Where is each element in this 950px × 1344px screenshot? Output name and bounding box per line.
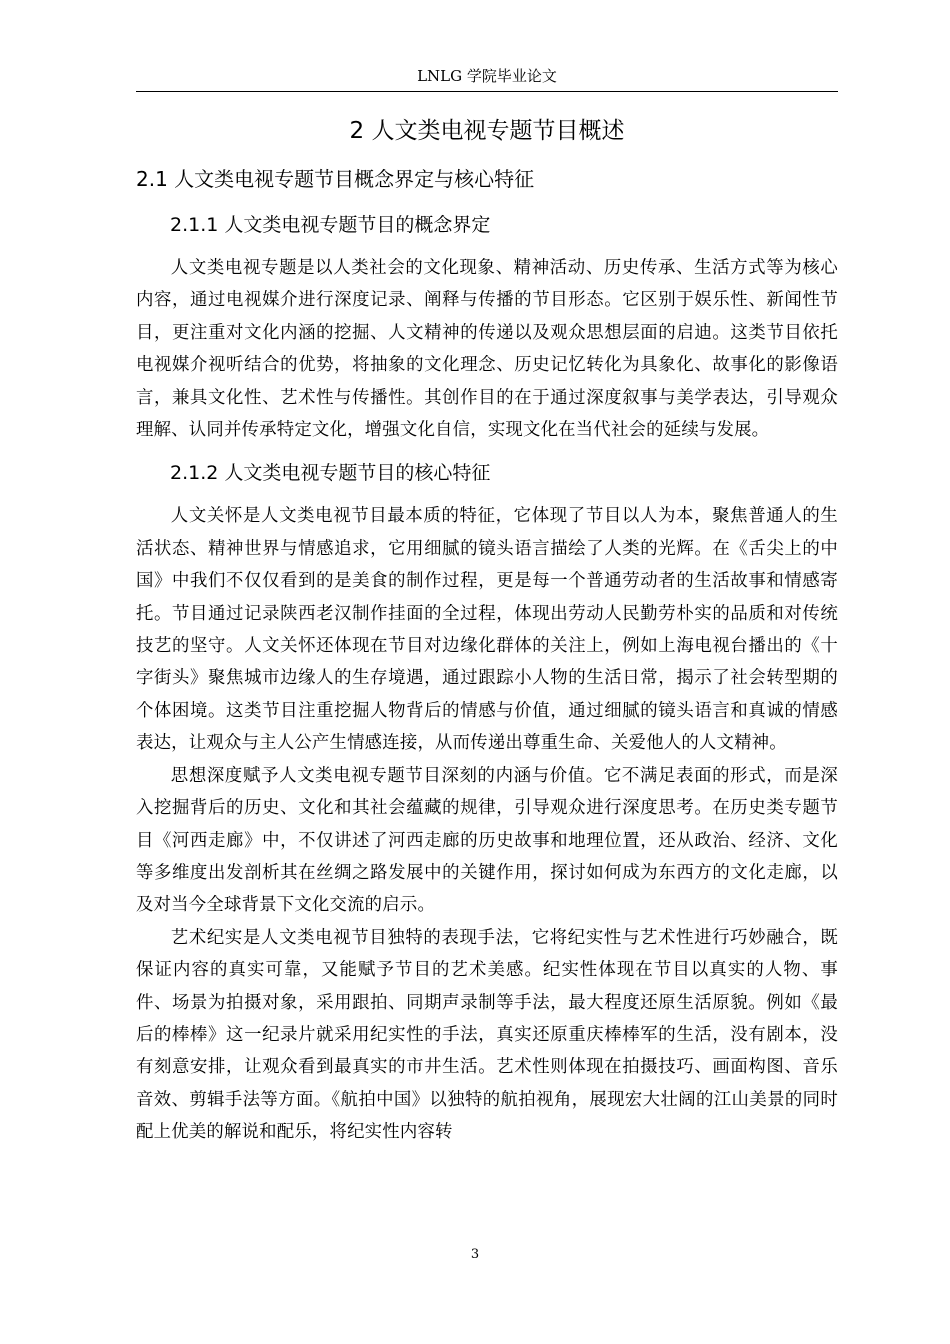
page-number: 3	[470, 1247, 480, 1262]
header-divider	[136, 91, 838, 92]
running-header: LNLG 学院毕业论文	[417, 67, 557, 85]
subsection-title-2-1-1: 2.1.1 人文类电视专题节目的概念界定	[170, 214, 491, 236]
paragraph: 人文类电视专题是以人类社会的文化现象、精神活动、历史传承、生活方式等为核心内容，通过电视媒介进行深度记录、阐释与传播的节目形态。它区别于娱乐性、新闻性节目，更注重对文化内涵的挖掘、人文精神的传递以及观众思想层面的启迪。这类节目依托电视媒介视听结合的优势，将抽象的文化理念、历史记忆转化为具象化、故事化的影像语言，兼具文化性、艺术性与传播性。其创作目的在于通过深度叙事与美学表达，引导观众理解、认同并传承特定文化，增强文化自信，实现文化在当代社会的延续与发展。	[136, 258, 838, 441]
page-body	[136, 112, 838, 1149]
paragraph: 人文关怀是人文类电视节目最本质的特征，它体现了节目以人为本，聚焦普通人的生活状态、精神世界与情感追求，它用细腻的镜头语言描绘了人类的光辉。在《舌尖上的中国》中我们不仅仅看到的是美食的制作过程，更是每一个普通劳动者的生活故事和情感寄托。节目通过记录陕西老汉制作挂面的全过程，体现出劳动人民勤劳朴实的品质和对传统技艺的坚守。人文关怀还体现在节目对边缘化群体的关注上，例如上海电视台播出的《十字街头》聚焦城市边缘人的生存境遇，通过跟踪小人物的生活日常，揭示了社会转型期的个体困境。这类节目注重挖掘人物背后的情感与价值，通过细腻的镜头语言和真诚的情感表达，让观众与主人公产生情感连接，从而传递出尊重生命、关爱他人的人文精神。	[136, 506, 838, 754]
chapter-title: 2 人文类电视专题节目概述	[349, 118, 625, 144]
section-title: 2.1 人文类电视专题节目概念界定与核心特征	[136, 167, 535, 191]
paragraph: 艺术纪实是人文类电视节目独特的表现手法，它将纪实性与艺术性进行巧妙融合，既保证内容的真实可靠，又能赋予节目的艺术美感。纪实性体现在节目以真实的人物、事件、场景为拍摄对象，采用跟拍、同期声录制等手法，最大程度还原生活原貌。例如《最后的棒棒》这一纪录片就采用纪实性的手法，真实还原重庆棒棒军的生活，没有剧本，没有刻意安排，让观众看到最真实的市井生活。艺术性则体现在拍摄技巧、画面构图、音乐音效、剪辑手法等方面。《航拍中国》以独特的航拍视角，展现宏大壮阔的江山美景的同时配上优美的解说和配乐，将纪实性内容转	[136, 927, 838, 1143]
subsection-title-2-1-2: 2.1.2 人文类电视专题节目的核心特征	[170, 462, 491, 485]
paragraph: 思想深度赋予人文类电视专题节目深刻的内涵与价值。它不满足表面的形式，而是深入挖掘背后的历史、文化和其社会蕴藏的规律，引导观众进行深度思考。在历史类专题节目《河西走廊》中，不仅讲述了河西走廊的历史故事和地理位置，还从政治、经济、文化等多维度出发剖析其在丝绸之路发展中的关键作用，探讨如何成为东西方的文化走廊，以及对当今全球背景下文化交流的启示。	[136, 765, 838, 916]
